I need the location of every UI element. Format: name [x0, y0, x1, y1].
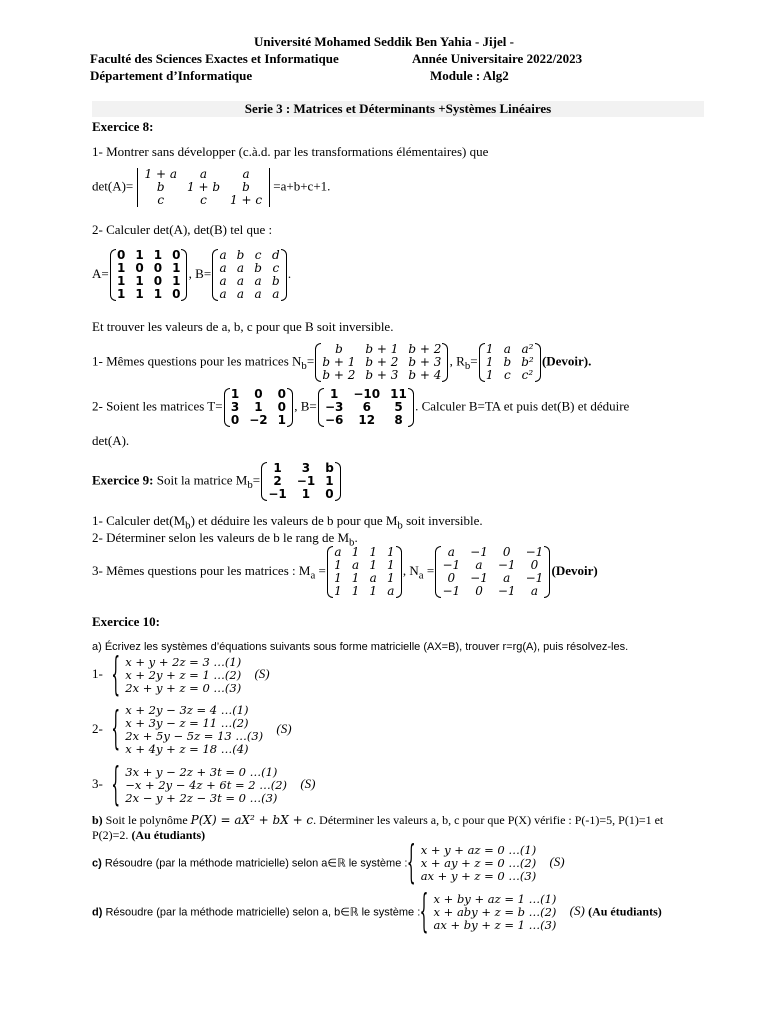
cell: a [236, 287, 245, 301]
b-text1: Soit le polynôme [102, 813, 191, 827]
ex8-title: Exercice 8: [92, 119, 154, 134]
ex10-c [92, 844, 565, 883]
cell: 1 [277, 413, 286, 427]
cell: b [335, 342, 343, 356]
cell: a [236, 274, 245, 288]
cell: b [254, 261, 262, 275]
eq: { x + y + az = 0 …(1) [420, 843, 537, 857]
cell: c² [521, 368, 534, 382]
eq: x + 3y − z = 11 …(2) [125, 716, 249, 730]
s1-S: (S) [254, 666, 270, 682]
q1a: 1- Calculer det(M [92, 513, 186, 528]
university-name: Université Mohamed Seddik Ben Yahia - Jijel - [254, 34, 514, 49]
eq: { x + y + 2z = 3 …(1) [125, 655, 242, 669]
na-sub: a [418, 569, 424, 582]
cell: a [503, 342, 511, 356]
system-3 [92, 766, 315, 805]
cell: 1 + a [144, 167, 177, 181]
system-1 [92, 656, 270, 695]
q1-sub2: b [397, 519, 403, 532]
sc-brace [411, 844, 537, 883]
cell: a [387, 584, 395, 598]
r-label: , R [449, 353, 465, 369]
cell: 2 [273, 474, 282, 488]
devoir-label-2: (Devoir) [551, 562, 598, 578]
cell: 1 [116, 287, 126, 301]
r-eq: = [470, 353, 478, 369]
eq: x + aby + z = b …(2) [433, 905, 557, 919]
ex10-a: a) Écrivez les systèmes d’équations suivants sous forme matricielle (AX=B), trouver r=rg(A), puis résolvez-les. [92, 641, 629, 653]
q3-sub: b [301, 360, 307, 373]
cell: b + 1 [365, 342, 399, 356]
det-a-matrix [137, 168, 271, 207]
q1b: ) et déduire les valeurs de b pour que M [190, 513, 398, 528]
cell: 0 [502, 545, 511, 559]
cell: a [219, 248, 227, 262]
cell: −1 [470, 545, 488, 559]
cell: c [254, 248, 262, 262]
matrix-m [263, 462, 338, 501]
s2-label: 2- [92, 720, 103, 736]
cell: a² [521, 342, 534, 356]
cell: b [325, 461, 334, 475]
cell: −1 [268, 487, 287, 501]
cell: 1 [135, 287, 144, 301]
cell: 1 [334, 584, 342, 598]
devoir-label: (Devoir). [541, 353, 592, 369]
cell: a [272, 287, 280, 301]
cell: 1 [369, 558, 378, 572]
na-label: , N [402, 562, 419, 578]
ex9-intro: Soit la matrice M [153, 472, 248, 488]
b-label: b) [92, 813, 103, 827]
cell: 3 [230, 400, 240, 414]
cell: 0 [325, 487, 334, 501]
q2-sub: b [349, 536, 355, 549]
cell: 0 [172, 248, 181, 262]
cell: −2 [249, 413, 268, 427]
cell: −1 [442, 558, 461, 572]
c-text [92, 857, 407, 869]
b-text3: P(2)=2. [92, 828, 129, 842]
q4-pre: 2- Soient les matrices T= [92, 398, 223, 414]
q3-pre: 3- Mêmes questions pour les matrices : M [92, 562, 311, 578]
cell: 1 [387, 545, 395, 559]
ex8-nr-row [92, 343, 591, 382]
cell: 1 [351, 584, 360, 598]
ex8-det-row [92, 168, 330, 207]
cell: 1 [485, 355, 494, 369]
eq: x + 4y + z = 18 …(4) [125, 742, 249, 756]
cell: b + 4 [408, 368, 442, 382]
cell: 1 [254, 400, 263, 414]
q3-eq: = [306, 353, 315, 369]
cell: b [503, 355, 512, 369]
s3-S: (S) [300, 776, 316, 792]
matrix-n [317, 343, 446, 382]
cell: 1 [153, 287, 163, 301]
cell: b [242, 180, 250, 194]
cell: a [334, 545, 342, 559]
eq: 2x + y + z = 0 …(3) [125, 681, 242, 695]
cell: 0 [277, 400, 286, 414]
ex8-q1: 1- Montrer sans développer (c.à.d. par les transformations élémentaires) que [92, 144, 489, 159]
cell: a [242, 167, 250, 181]
ex8-tb-row [92, 388, 629, 427]
cell: a [475, 558, 483, 572]
sc-S: (S) [549, 854, 565, 870]
serie-title: Serie 3 : Matrices et Déterminants +Systèmes Linéaires [244, 101, 552, 116]
cell: 0 [254, 387, 263, 401]
cell: 1 [351, 571, 360, 585]
ex10-d [92, 893, 662, 932]
cell: 1 [116, 261, 126, 275]
cell: b + 3 [408, 355, 442, 369]
cell: 6 [362, 400, 371, 414]
a-label: A= [92, 265, 109, 281]
faculty-name: Faculté des Sciences Exactes et Informatique [90, 51, 339, 66]
eq: { x + by + az = 1 …(1) [433, 892, 557, 906]
q1c: soit inversible. [402, 513, 483, 528]
cell: 0 [172, 287, 181, 301]
cell: −1 [442, 584, 461, 598]
eq: −x + 2y − 4z + 6t = 2 …(2) [125, 778, 288, 792]
ex9-q3-row [92, 546, 598, 598]
cell: a [219, 287, 227, 301]
cell: 1 [369, 545, 378, 559]
eq: { x + 2y − 3z = 4 …(1) [125, 703, 249, 717]
cell: −1 [525, 545, 544, 559]
cell: 1 [334, 571, 342, 585]
matrix-na [437, 546, 548, 598]
c-text-content: Résoudre (par la méthode matricielle) selon a∈ℝ le système : [101, 857, 408, 870]
cell: a [199, 167, 208, 181]
cell: a [219, 274, 227, 288]
q2: 2- Déterminer selon les valeurs de b le rang de M [92, 530, 350, 545]
cell: c [200, 193, 207, 207]
s1-label: 1- [92, 666, 103, 682]
sd-brace [424, 893, 557, 932]
ex10-b2 [92, 828, 205, 843]
matrix-ma [329, 546, 400, 598]
cell: b + 2 [365, 355, 399, 369]
cell: 0 [530, 558, 539, 572]
q3-eq: = [315, 562, 326, 578]
cell: 1 [485, 368, 494, 382]
s2-S: (S) [276, 720, 292, 736]
q4-b: , B= [294, 398, 317, 414]
cell: 12 [358, 413, 376, 427]
cell: −3 [324, 400, 344, 414]
cell: c [503, 368, 511, 382]
d-text [92, 906, 420, 918]
ex8-q2b: Et trouver les valeurs de a, b, c pour que B soit inversible. [92, 319, 394, 334]
academic-year: Année Universitaire 2022/2023 [412, 51, 583, 66]
cell: 0 [230, 413, 240, 427]
sd-S: (S) [569, 903, 585, 919]
cell: b [236, 248, 245, 262]
module-name: Module : Alg2 [430, 68, 509, 83]
ex10-b [92, 813, 663, 828]
cell: −10 [353, 387, 381, 401]
cell: a [219, 261, 227, 275]
cell: 0 [116, 248, 126, 262]
cell: 1 [369, 584, 378, 598]
cell: b + 2 [322, 368, 356, 382]
cell: b² [521, 355, 534, 369]
cell: 1 [273, 461, 282, 475]
ex9-title: Exercice 9: [92, 472, 154, 488]
s2-brace [115, 704, 263, 756]
q1-sub: b [185, 519, 191, 532]
b-poly: P(X) = aX² + bX + c [190, 813, 314, 827]
ex9-q1 [92, 513, 483, 532]
ex10-title: Exercice 10: [92, 614, 160, 629]
s3-brace [115, 766, 287, 805]
cell: 1 [329, 387, 339, 401]
q3-sub: a [310, 569, 316, 582]
cell: 0 [277, 387, 286, 401]
cell: −1 [525, 571, 544, 585]
system-2 [92, 704, 292, 756]
matrix-b [214, 249, 284, 301]
cell: 0 [447, 571, 456, 585]
cell: 1 [387, 571, 395, 585]
cell: b [156, 180, 165, 194]
cell: a [254, 287, 262, 301]
cell: −1 [296, 474, 316, 488]
b-text2: . Déterminer les valeurs a, b, c pour que P(X) vérifie : P(-1)=5, P(1)=1 et [313, 813, 664, 827]
cell: a [236, 261, 245, 275]
q4-post: . Calculer B=TA et puis det(B) et déduire [415, 398, 630, 414]
eq: 2x − y + 2z − 3t = 0 …(3) [125, 791, 278, 805]
cell: b [271, 274, 280, 288]
cell: 1 [301, 487, 311, 501]
cell: b + 2 [408, 342, 442, 356]
cell: 8 [394, 413, 403, 427]
cell: 5 [394, 400, 403, 414]
ex8-ab-row [92, 249, 291, 301]
cell: c [157, 193, 165, 207]
cell: 1 [325, 474, 334, 488]
cell: −1 [497, 584, 516, 598]
na-eq: = [423, 562, 435, 578]
cell: 1 [485, 342, 494, 356]
cell: b + 1 [322, 355, 356, 369]
eq: ax + y + z = 0 …(3) [420, 869, 537, 883]
cell: −1 [497, 558, 516, 572]
matrix-t [226, 388, 291, 427]
s1-brace [115, 656, 241, 695]
cell: 1 [334, 558, 342, 572]
q2-end: . [354, 530, 358, 545]
cell: 1 [135, 248, 144, 262]
cell: 0 [153, 274, 163, 288]
eq: x + ay + z = 0 …(2) [420, 856, 537, 870]
b-label: , B= [188, 265, 212, 281]
r-sub: b [464, 360, 471, 373]
c-label: c) [92, 857, 102, 870]
cell: 1 [153, 248, 163, 262]
matrix-b2 [320, 388, 412, 427]
cell: 1 [351, 545, 360, 559]
au-etudiants-2: (Au étudiants) [588, 904, 662, 919]
ex9-eq: = [252, 472, 261, 488]
det-result: =a+b+c+1. [273, 178, 331, 194]
matrix-a [112, 249, 185, 301]
cell: −1 [470, 571, 488, 585]
ex8-q2: 2- Calculer det(A), det(B) tel que : [92, 222, 273, 237]
cell: 1 + b [187, 180, 220, 194]
ex9-row [92, 462, 339, 501]
ex9-sub: b [247, 479, 253, 492]
d-label: d) [92, 906, 103, 919]
cell: 1 [116, 274, 126, 288]
cell: 1 [230, 387, 240, 401]
cell: a [447, 545, 455, 559]
cell: 0 [135, 261, 144, 275]
b-end: . [287, 265, 292, 281]
cell: 1 [135, 274, 144, 288]
eq: ax + by + z = 1 …(3) [433, 918, 557, 932]
q3-pre: 1- Mêmes questions pour les matrices N [92, 353, 302, 369]
cell: a [351, 558, 360, 572]
cell: 11 [390, 387, 407, 401]
department-name: Département d’Informatique [90, 68, 253, 83]
cell: a [530, 584, 538, 598]
eq: { 3x + y − 2z + 3t = 0 …(1) [125, 765, 278, 779]
cell: 0 [475, 584, 483, 598]
s3-label: 3- [92, 776, 103, 792]
cell: d [271, 248, 280, 262]
cell: a [254, 274, 262, 288]
eq: x + 2y + z = 1 …(2) [125, 668, 242, 682]
cell: b + 3 [365, 368, 399, 382]
matrix-r [481, 343, 539, 382]
cell: 1 + c [230, 193, 263, 207]
cell: a [503, 571, 511, 585]
cell: 1 [387, 558, 395, 572]
eq: 2x + 5y − 5z = 13 …(3) [125, 729, 264, 743]
cell: −6 [324, 413, 344, 427]
cell: 3 [301, 461, 311, 475]
cell: 1 [172, 274, 181, 288]
ex8-q4-end: det(A). [92, 433, 130, 448]
cell: 1 [172, 261, 181, 275]
cell: c [272, 261, 280, 275]
det-label: det(A)= [92, 178, 134, 194]
au-etudiants-1: (Au étudiants) [131, 828, 206, 842]
d-text-content: Résoudre (par la méthode matricielle) selon a, b∈ℝ le système : [102, 906, 421, 919]
cell: 0 [153, 261, 163, 275]
cell: a [369, 571, 377, 585]
